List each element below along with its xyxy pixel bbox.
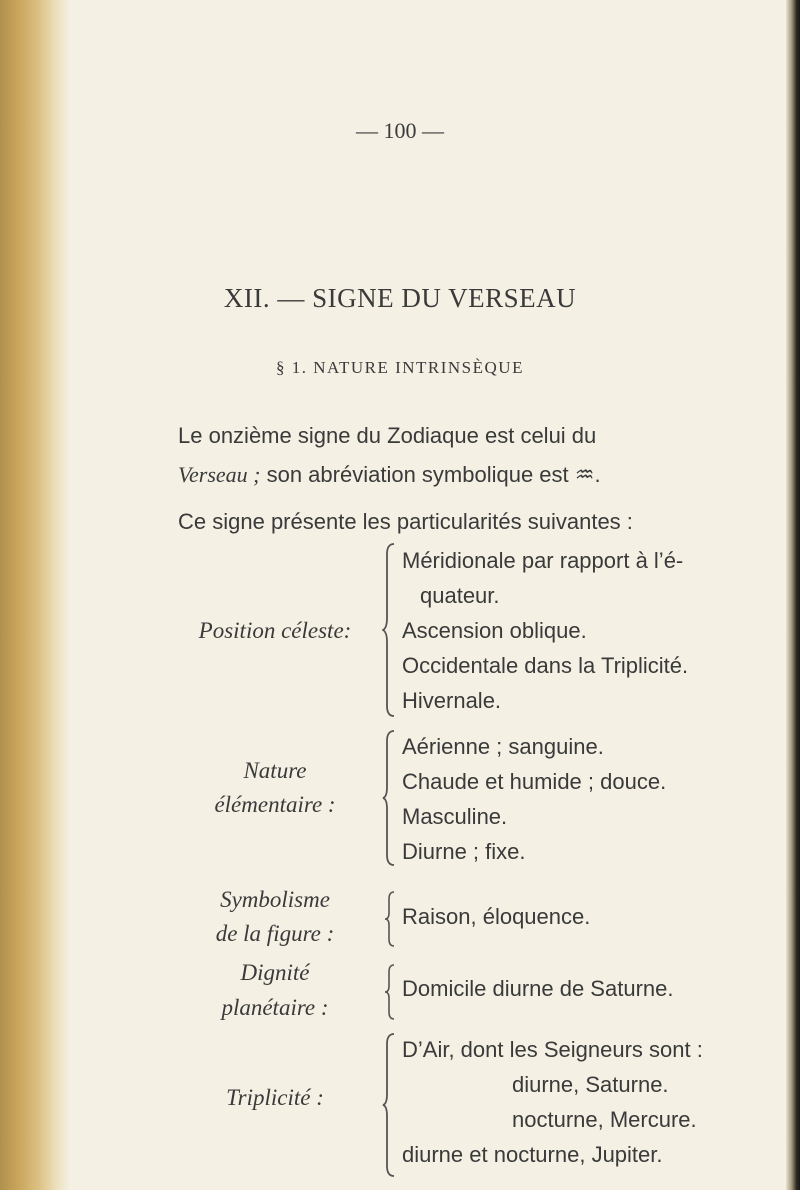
item-position-4: Occidentale dans la Triplicité.: [402, 653, 689, 678]
section-title: § 1. NATURE INTRINSÈQUE: [276, 358, 524, 377]
brace-triplicite: [382, 1030, 402, 1180]
label-nature-1: Nature: [243, 758, 307, 783]
brace-position-celeste: [382, 540, 402, 720]
brace-symbolisme: [384, 889, 400, 949]
item-nature-1: Aérienne ; sanguine.: [402, 734, 604, 759]
item-symbolisme: Raison, éloquence.: [402, 904, 591, 929]
item-triplicite-2: diurne, Saturne.: [512, 1072, 669, 1097]
label-nature-2: élémentaire :: [214, 792, 336, 817]
label-symbolisme-1: Symbolisme: [220, 887, 330, 912]
intro-line-2-rest: son abréviation symbolique est ♒.: [260, 462, 601, 487]
label-symbolisme-2: de la figure :: [215, 921, 335, 946]
item-triplicite-3: nocturne, Mercure.: [512, 1107, 697, 1132]
page-edge: [786, 0, 800, 1190]
page-number: — 100 —: [356, 118, 444, 143]
label-triplicite: Triplicité :: [226, 1085, 324, 1110]
intro-line-3: Ce signe présente les particularités suivantes :: [178, 509, 633, 534]
label-dignite-2: planétaire :: [221, 995, 329, 1020]
intro-line-1: Le onzième signe du Zodiaque est celui du: [178, 423, 597, 448]
intro-line-2: [178, 462, 601, 488]
item-position-5: Hivernale.: [402, 688, 502, 713]
label-dignite-1: Dignité: [240, 960, 310, 985]
item-nature-3: Masculine.: [402, 804, 508, 829]
item-nature-4: Diurne ; fixe.: [402, 839, 526, 864]
item-triplicite-1: D’Air, dont les Seigneurs sont :: [402, 1037, 703, 1062]
label-position-celeste: Position céleste:: [198, 618, 352, 643]
item-position-3: Ascension oblique.: [402, 618, 587, 643]
item-position-1: Méridionale par rapport à l’é-: [402, 548, 684, 573]
item-position-2: quateur.: [420, 583, 500, 608]
book-spine-shadow: [0, 0, 70, 1190]
brace-nature: [382, 727, 402, 869]
brace-dignite: [384, 962, 400, 1022]
item-triplicite-4: diurne et nocturne, Jupiter.: [402, 1142, 663, 1167]
chapter-title: XII. — SIGNE DU VERSEAU: [223, 283, 577, 313]
verseau-term: Verseau ;: [178, 462, 261, 487]
item-nature-2: Chaude et humide ; douce.: [402, 769, 667, 794]
item-dignite: Domicile diurne de Saturne.: [402, 976, 674, 1001]
